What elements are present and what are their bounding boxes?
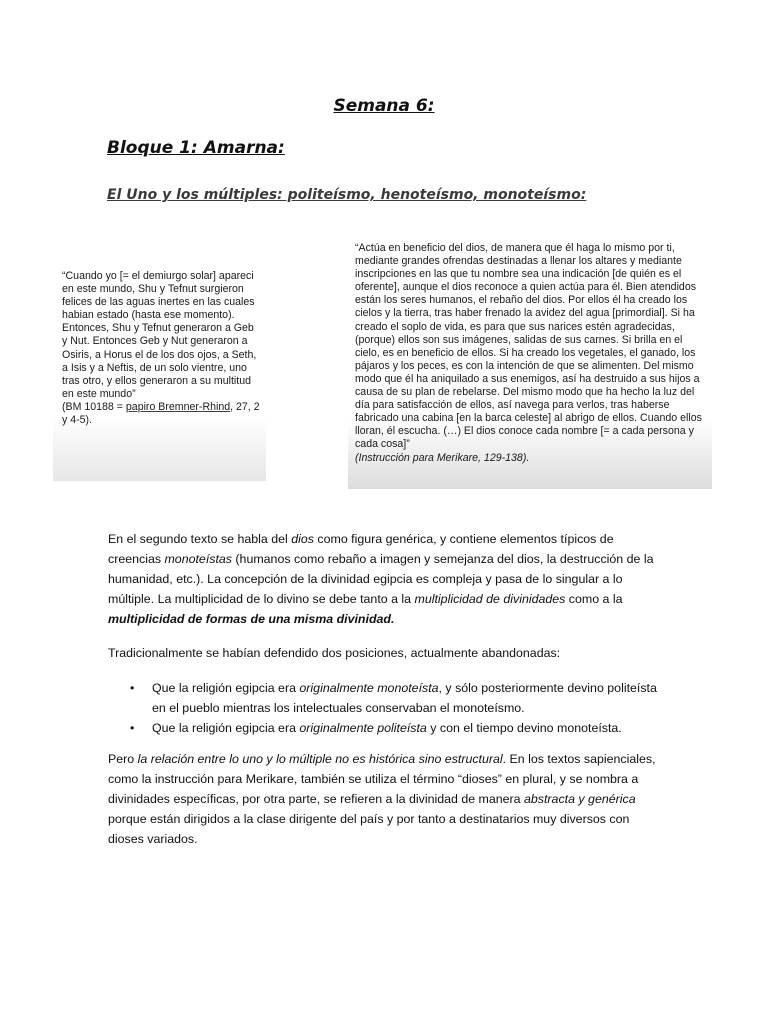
p3-emphasis-2: abstracta y genérica (524, 792, 636, 806)
quote-image-right (348, 240, 712, 489)
quote-left-ref-prefix: (BM 10188 = (62, 400, 126, 413)
quote-right-reference: (Instrucción para Merikare, 129-138). (355, 451, 530, 464)
p1-text-1: En el segundo texto se habla del (108, 532, 292, 546)
p1-text-4: como a la (565, 592, 623, 606)
quote-left-reference (62, 401, 260, 427)
paragraph-2 (108, 643, 664, 663)
p1-emphasis-2: monoteístas (164, 552, 232, 566)
p3-text-3: porque están dirigidos a la clase dirigente del país y por tanto a destinatarios muy diversos con dioses variados. (108, 812, 630, 846)
paragraph-3 (108, 749, 664, 849)
p3-emphasis-1: la relación entre lo uno y lo múltiple no es histórica sino estructural (137, 752, 503, 766)
p2-text: Tradicionalmente se habían defendido dos posiciones, actualmente abandonadas: (108, 646, 561, 660)
paragraph-1 (108, 529, 664, 629)
p1-text-2: como figura genérica, y contiene elementos típicos de creencias (108, 532, 614, 566)
quote-left-ref-link: papiro Bremner-Rhind (125, 400, 231, 413)
quote-left-ref-suffix: , 27, 2 y 4-5). (62, 400, 260, 427)
week-title: Semana 6: (333, 96, 435, 116)
bullet-1-post: , y sólo posteriormente devino politeísta en el pueblo mientras los intelectuales conservaban el monoteísmo. (152, 681, 657, 715)
p1-emphasis-3: multiplicidad de divinidades (414, 592, 566, 606)
p1-emphasis-4: multiplicidad de formas de una misma divinidad. (108, 612, 395, 626)
section-subtitle: El Uno y los múltiples: politeísmo, henoteísmo, monoteísmo: (107, 187, 587, 203)
bullet-2-emphasis: originalmente politeísta (299, 721, 427, 735)
bullet-marker: • (130, 721, 135, 735)
quote-left-text: “Cuando yo [= el demiurgo solar] apareci en este mundo, Shu y Tefnut surgieron felices de las aguas inertes en las cuales habian estado (hasta ese momento). Entonces, Shu y Tefnut generaron a Geb y Nut. Entonces Geb y Nut generaron a Osiris, a Horus el de los dos ojos, a Seth, a Isis y a Neftis, de un solo vientre, uno tras otro, y ellos generaron a su multitud en este mundo” (62, 270, 257, 400)
p1-text-3: (humanos como rebaño a imagen y semejanza del dios, la destrucción de la humanidad, etc.). La concepción de la divinidad egipcia es compleja y pasa de lo singular a lo múltiple. La multiplicidad de lo divino se debe tanto a la (108, 552, 654, 606)
bullet-1-emphasis: originalmente monoteísta (299, 681, 439, 695)
p1-emphasis-1: dios (291, 532, 314, 546)
p3-text-1: Pero (108, 752, 138, 766)
quote-image-left (53, 268, 266, 481)
bullet-1-pre: Que la religión egipcia era (152, 681, 300, 695)
quote-right-text: “Actúa en beneficio del dios, de manera que él haga lo mismo por ti, mediante grandes ofrendas destinadas a llenar los altares y mediante inscripciones en las que tu nombre sea una indicación [de quién es el oferente], aunque el dios reconoce a quien actúa para él. Bien atendidos están los seres humanos, el rebaño del dios. Por ellos él ha creado los cielos y la tierra, tras haber frenado la avidez del agua [primordial]. Si ha creado el soplo de vida, es para que sus narices estén agradecidas, (porque) ellos son sus imágenes, salidas de sus carnes. Si brilla en el cielo, es en beneficio de ellos. Si ha creado los vegetales, el ganado, los pájaros y los peces, es con la intención de que se alimenten. Del mismo modo que él ha aniquilado a sus enemigos, así ha destruido a sus hijos a causa de su plan de rebelarse. Del mismo modo que ha hecho la luz del día para satisfacción de ellos, así navega para verlos, tras haberse fabricado una cabina [en la barca celeste] al abrigo de ellos. Cuando ellos lloran, él escucha. (…) El dios conoce cada nombre [= a cada persona y cada cosa]” (355, 242, 702, 451)
bullet-2-post: y con el tiempo devino monoteísta. (426, 721, 622, 735)
bullet-marker: • (130, 681, 135, 695)
p3-text-2: . En los textos sapienciales, como la instrucción para Merikare, también se utiliza el término “dioses” en plural, y se nombra a divinidades específicas, por otra parte, se refieren a la divinidad de manera (108, 752, 656, 806)
block-title: Bloque 1: Amarna: (107, 138, 285, 158)
bullet-item-1 (108, 678, 664, 718)
bullet-2-pre: Que la religión egipcia era (152, 721, 300, 735)
bullet-list (108, 678, 664, 738)
bullet-item-2 (108, 718, 664, 738)
